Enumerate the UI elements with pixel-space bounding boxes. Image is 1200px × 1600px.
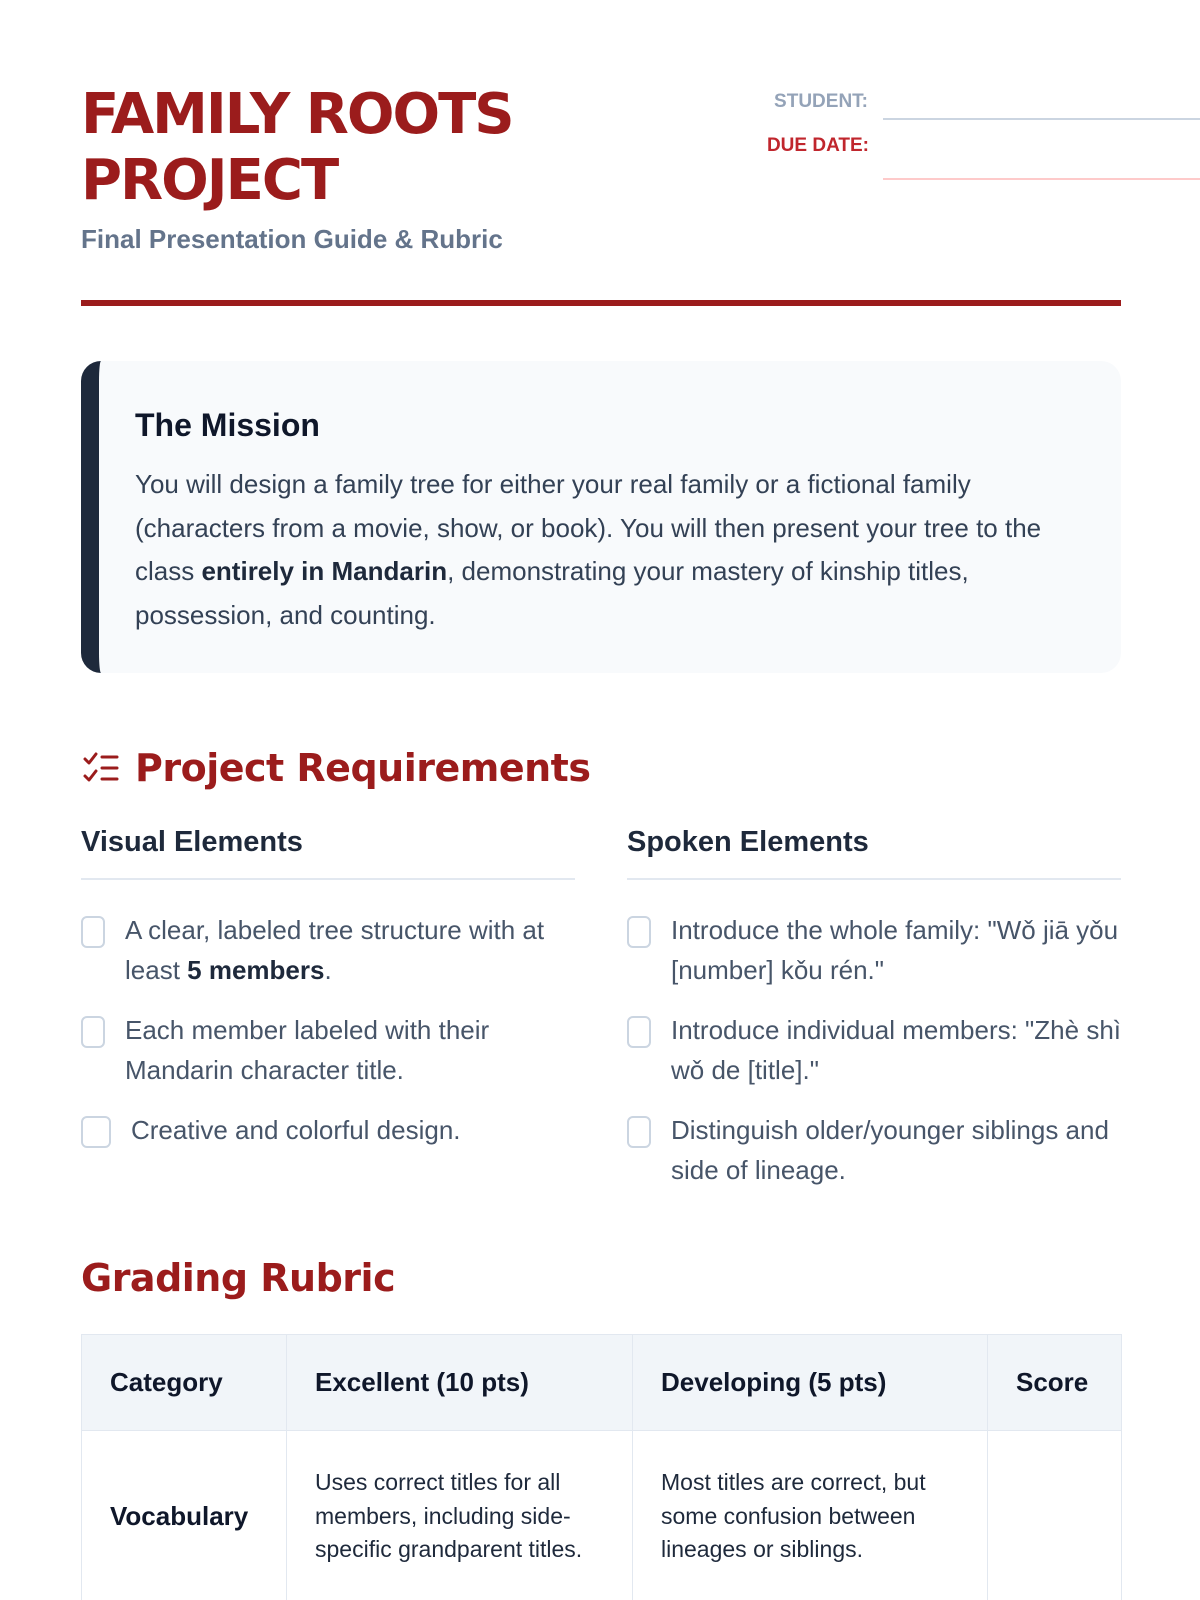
checkbox[interactable]	[81, 1016, 105, 1048]
item-text-start: A clear, labeled tree structure with at least	[125, 915, 545, 985]
header-divider	[81, 300, 1121, 306]
worksheet-page	[81, 0, 1121, 1563]
visual-checklist	[81, 910, 575, 1150]
page-title: FAMILY ROOTS PROJECT	[81, 82, 513, 213]
requirements-heading	[81, 742, 590, 794]
checklist-item-text: Each member labeled with their Mandarin character title.	[125, 1015, 490, 1085]
spoken-elements-column	[627, 822, 1121, 1210]
column-header-developing: Developing (5 pts)	[633, 1335, 988, 1431]
page-subtitle: Final Presentation Guide & Rubric	[81, 224, 503, 254]
mission-text-emphasis: entirely in Mandarin	[201, 556, 448, 586]
checklist-item	[81, 910, 575, 990]
mission-title: The Mission	[135, 407, 320, 443]
item-text-emphasis: 5 members	[187, 955, 325, 985]
rubric-title: Grading Rubric	[81, 1256, 396, 1300]
checklist-item	[81, 1010, 575, 1090]
due-date-line[interactable]	[883, 178, 1200, 180]
student-label: STUDENT:	[774, 91, 868, 112]
checkbox[interactable]	[81, 1116, 111, 1148]
rubric-developing-cell: Most titles are correct, but some confusion between lineages or siblings.	[633, 1431, 988, 1600]
checklist-item-text: Introduce individual members: "Zhè shì wǒ de [title]."	[671, 1015, 1121, 1085]
checklist-icon	[81, 748, 121, 788]
checklist-item	[627, 910, 1121, 990]
column-header-score: Score	[988, 1335, 1122, 1431]
spoken-elements-title: Spoken Elements	[627, 822, 1121, 880]
checklist-item	[627, 1010, 1121, 1090]
mission-box	[81, 361, 1121, 673]
mission-text-start: You will design a family tree for either your real family or a fictional family (characters from a movie, show, or book). You will then present your tree to the class	[135, 469, 1042, 586]
checklist-item	[81, 1110, 575, 1150]
rubric-score-cell[interactable]	[988, 1431, 1122, 1600]
due-date-label: DUE DATE:	[766, 135, 869, 156]
checklist-item-text: Creative and colorful design.	[131, 1115, 461, 1145]
checkbox[interactable]	[627, 916, 651, 948]
checkbox[interactable]	[81, 916, 105, 948]
column-header-excellent: Excellent (10 pts)	[287, 1335, 633, 1431]
checklist-item-text: Distinguish older/younger siblings and side of lineage.	[671, 1115, 1109, 1185]
student-name-line[interactable]	[883, 118, 1200, 120]
header	[81, 0, 1121, 306]
table-row	[82, 1431, 1122, 1600]
item-text-end: .	[324, 955, 332, 985]
checklist-item	[627, 1110, 1121, 1190]
mission-text-end: , demonstrating your mastery of kinship titles, possession, and counting.	[135, 556, 969, 630]
column-header-category: Category	[82, 1335, 287, 1431]
spoken-checklist	[627, 910, 1121, 1190]
rubric-category-cell: Vocabulary	[82, 1431, 287, 1600]
rubric-header-row	[82, 1335, 1122, 1431]
checklist-item-text	[125, 910, 575, 990]
mission-text	[135, 463, 1081, 637]
checkbox[interactable]	[627, 1016, 651, 1048]
rubric-excellent-cell: Uses correct titles for all members, including side-specific grandparent titles.	[287, 1431, 633, 1600]
visual-elements-column	[81, 822, 575, 1170]
checkbox[interactable]	[627, 1116, 651, 1148]
rubric-table	[81, 1334, 1122, 1600]
checklist-item-text: Introduce the whole family: "Wǒ jiā yǒu [number] kǒu rén."	[671, 915, 1119, 985]
requirements-title: Project Requirements	[135, 746, 591, 790]
visual-elements-title: Visual Elements	[81, 822, 575, 880]
